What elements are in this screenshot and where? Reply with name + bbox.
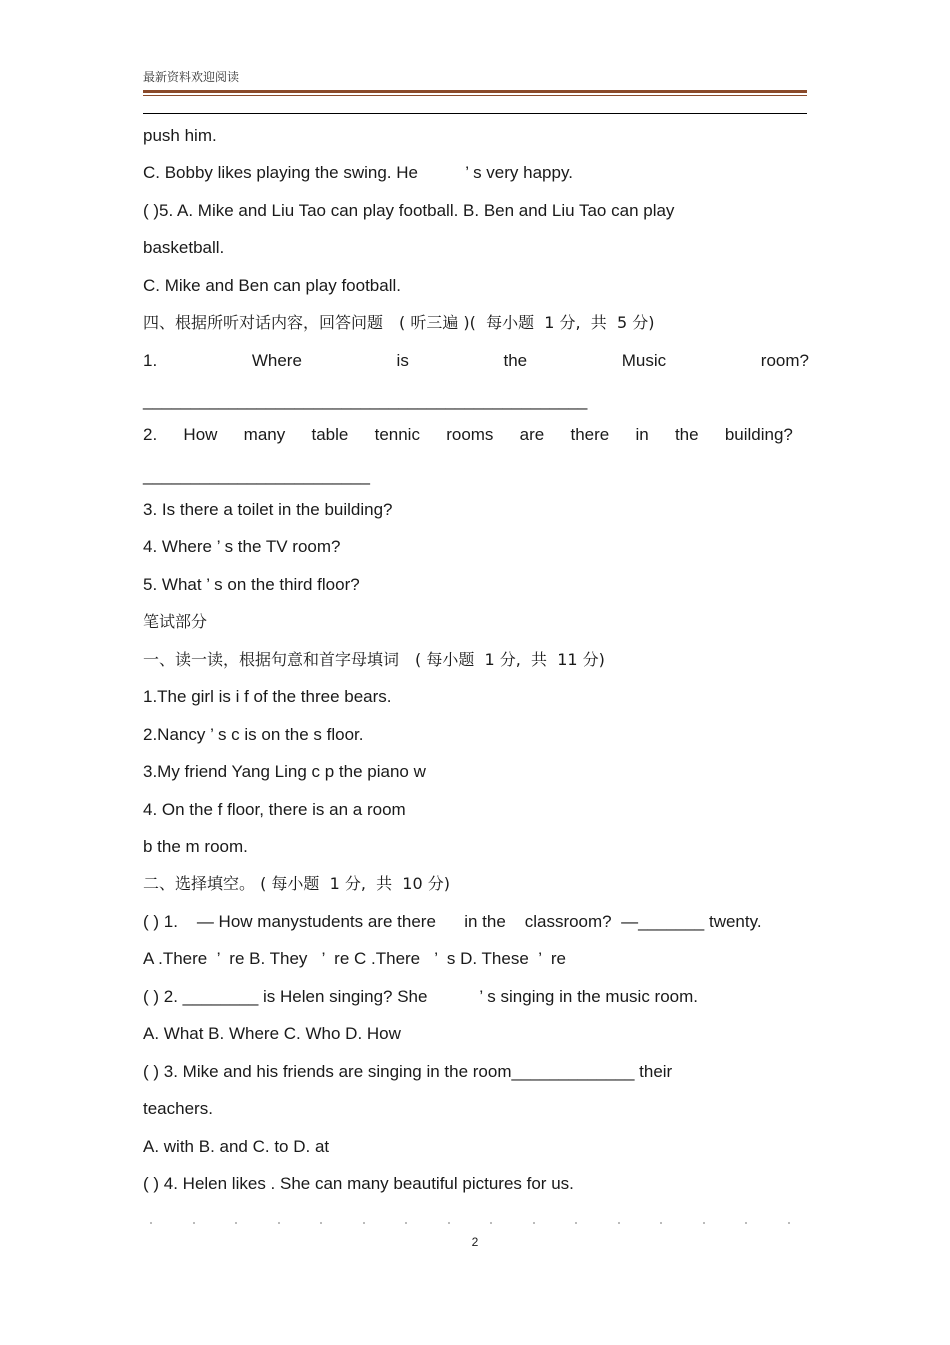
section-heading-written: 笔试部分 xyxy=(143,612,208,631)
text-line: 3. Is there a toilet in the building? xyxy=(143,500,393,519)
q2-word: table xyxy=(311,425,349,444)
q2-word: 2. xyxy=(143,425,158,444)
text-line: C. Mike and Ben can play football. xyxy=(143,276,401,295)
text-line: 1.The girl is i f of the three bears. xyxy=(143,687,392,706)
text-line: ( ) 1. — How manystudents are there in the classroom? —_______ twenty. xyxy=(143,912,762,931)
text-line: ( ) 3. Mike and his friends are singing in the room_____________ their xyxy=(143,1062,673,1081)
faded-line-remnant xyxy=(150,1222,790,1228)
text-line: 4. On the f floor, there is an a room xyxy=(143,800,406,819)
answer-blank: ________________________ xyxy=(143,466,370,485)
section-heading-listening: 四、根据所听对话内容，回答问题 ( 听三遍 )( 每小题 1 分, 共 5 分) xyxy=(143,313,655,332)
q1-word: Music xyxy=(621,351,667,370)
text-line: 2.Nancy ’ s c is on the s floor. xyxy=(143,725,364,744)
q2-word: in xyxy=(635,425,649,444)
text-line: 4. Where ’ s the TV room? xyxy=(143,537,341,556)
header-rule-black xyxy=(143,113,807,114)
q2-word: many xyxy=(243,425,286,444)
text-line: push him. xyxy=(143,126,217,145)
q1-word: 1. xyxy=(143,351,158,370)
text-line: teachers. xyxy=(143,1099,213,1118)
text-line: A. What B. Where C. Who D. How xyxy=(143,1024,401,1043)
q1-word: the xyxy=(503,351,528,370)
answer-blank: _______________________________________________ xyxy=(143,391,588,410)
text-line: b the m room. xyxy=(143,837,248,856)
q2-word: the xyxy=(674,425,699,444)
section-heading-fill: 一、读一读，根据句意和首字母填词 ( 每小题 1 分, 共 11 分) xyxy=(143,650,605,669)
text-line: ( ) 2. ________ is Helen singing? She ’ s singing in the music room. xyxy=(143,987,698,1006)
q2-word: there xyxy=(570,425,610,444)
text-line: ( )5. A. Mike and Liu Tao can play football. B. Ben and Liu Tao can play xyxy=(143,201,675,220)
header-rule-thick xyxy=(143,90,807,93)
section-heading-choice: 二、选择填空。 ( 每小题 1 分, 共 10 分) xyxy=(143,874,450,893)
q1-word: Where xyxy=(251,351,302,370)
q2-word: tennic xyxy=(374,425,420,444)
q2-word: How xyxy=(183,425,218,444)
text-line: basketball. xyxy=(143,238,225,257)
header-title: 最新资料欢迎阅读 xyxy=(143,70,240,84)
text-line: ( ) 4. Helen likes . She can many beautiful pictures for us. xyxy=(143,1174,574,1193)
page-number: 2 xyxy=(471,1235,479,1249)
q2-word: are xyxy=(519,425,545,444)
q1-word: room? xyxy=(760,351,809,370)
text-line: A .There ’ re B. They ’ re C .There ’ s D. These ’ re xyxy=(143,949,566,968)
text-line: 5. What ’ s on the third floor? xyxy=(143,575,360,594)
q2-word: rooms xyxy=(446,425,494,444)
question-2 xyxy=(143,424,793,446)
text-line: 3.My friend Yang Ling c p the piano w xyxy=(143,762,426,781)
q1-word: is xyxy=(396,351,409,370)
text-line: C. Bobby likes playing the swing. He ’ s very happy. xyxy=(143,163,573,182)
header-rule-thin xyxy=(143,95,807,96)
text-line: A. with B. and C. to D. at xyxy=(143,1137,330,1156)
question-1 xyxy=(143,350,809,372)
q2-word: building? xyxy=(724,425,793,444)
